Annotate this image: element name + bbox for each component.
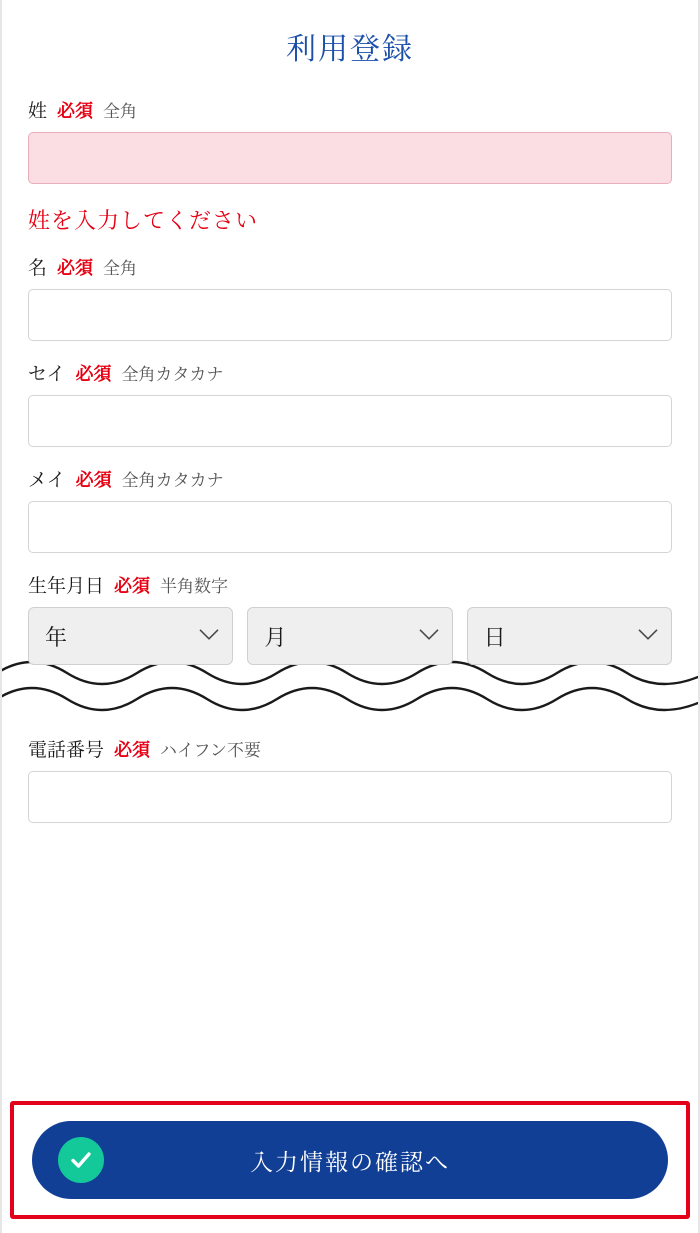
check-circle-icon [58, 1137, 104, 1183]
content-truncation-squiggle [2, 659, 698, 717]
birth-day-select[interactable]: 日 [467, 607, 672, 665]
confirm-button[interactable] [32, 1121, 668, 1199]
required-badge: 必須 [114, 576, 151, 596]
phone-input[interactable] [28, 771, 672, 823]
page-title: 利用登録 [286, 33, 414, 66]
last-name-error-message: 姓を入力してください [28, 208, 259, 233]
first-name-input[interactable] [28, 289, 672, 341]
field-hint: 半角数字 [160, 577, 229, 596]
field-last-name [28, 96, 672, 235]
phone-section [2, 735, 698, 823]
field-label-row [28, 465, 672, 492]
submit-highlight-box [10, 1101, 690, 1219]
required-badge: 必須 [75, 470, 112, 490]
field-first-name [28, 253, 672, 341]
field-label-row [28, 359, 672, 386]
required-badge: 必須 [114, 740, 151, 760]
field-label-row [28, 571, 672, 598]
field-last-name-kana [28, 359, 672, 447]
last-name-kana-input[interactable] [28, 395, 672, 447]
confirm-button-label: 入力情報の確認へ [250, 1148, 450, 1175]
field-label-row [28, 96, 672, 123]
field-birthdate [28, 571, 672, 665]
registration-form [2, 96, 698, 665]
field-label-row [28, 253, 672, 280]
field-label: セイ [28, 364, 66, 385]
field-label: 電話番号 [28, 740, 105, 761]
field-hint: 全角 [103, 102, 138, 121]
field-hint: 全角カタカナ [121, 365, 224, 384]
field-phone [28, 735, 672, 823]
first-name-kana-input[interactable] [28, 501, 672, 553]
last-name-input[interactable] [28, 132, 672, 184]
birth-year-select[interactable]: 年 [28, 607, 233, 665]
birth-month-select[interactable]: 月 [247, 607, 452, 665]
field-hint: 全角 [103, 259, 138, 278]
field-first-name-kana [28, 465, 672, 553]
field-label: 姓 [28, 101, 48, 122]
field-label-row [28, 735, 672, 762]
birth-month-wrap [247, 607, 452, 665]
field-label: 生年月日 [28, 576, 105, 597]
birth-day-wrap [467, 607, 672, 665]
birth-year-wrap [28, 607, 233, 665]
field-hint: 全角カタカナ [121, 471, 224, 490]
field-label: メイ [28, 470, 66, 491]
field-hint: ハイフン不要 [160, 741, 261, 760]
required-badge: 必須 [57, 258, 94, 278]
field-label: 名 [28, 258, 48, 279]
required-badge: 必須 [57, 101, 94, 121]
birthdate-selects [28, 607, 672, 665]
required-badge: 必須 [75, 364, 112, 384]
